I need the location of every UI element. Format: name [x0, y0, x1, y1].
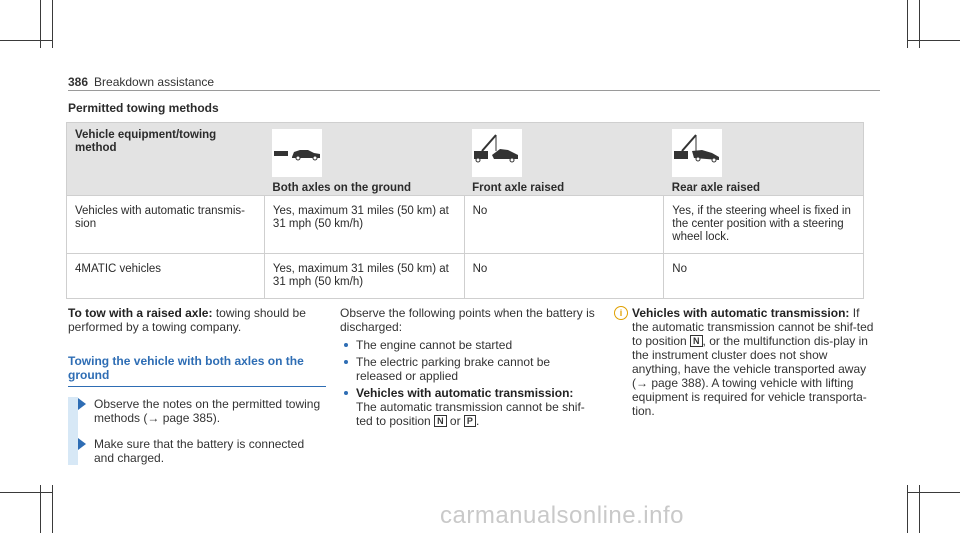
- table-row: [67, 254, 864, 299]
- arrow-icon: [78, 398, 86, 410]
- arrow-icon: [78, 438, 86, 450]
- watermark: carmanualsonline.info: [440, 502, 684, 529]
- crop-mark: [907, 492, 960, 493]
- column-right: [614, 306, 874, 418]
- towing-methods-table: [66, 122, 864, 299]
- gear-n-icon: N: [690, 335, 703, 347]
- info-icon: i: [614, 306, 628, 320]
- step-item: Observe the notes on the permitted towing methods (→ page 385).: [68, 397, 326, 425]
- step-item: Make sure that the battery is connected and charged.: [68, 437, 326, 465]
- table-row: [67, 196, 864, 254]
- table-cell: No: [464, 254, 664, 299]
- table-cell: Vehicles with automatic transmis-sion: [67, 196, 265, 254]
- gear-p-icon: P: [464, 415, 476, 427]
- raised-axle-note: To tow with a raised axle: towing should be performed by a towing company.: [68, 306, 306, 334]
- table-header-front-raised: [464, 123, 664, 196]
- gear-n-icon: N: [434, 415, 447, 427]
- car-icon: [272, 129, 322, 177]
- crop-mark: [0, 492, 53, 493]
- tow-truck-front-raised-icon: [472, 129, 522, 177]
- section-title: Permitted towing methods: [68, 101, 219, 115]
- subheading-both-axles: Towing the vehicle with both axles on the ground: [68, 354, 326, 387]
- table-cell: Yes, if the steering wheel is fixed in the center position with a steering wheel lock.: [664, 196, 864, 254]
- list-item: The engine cannot be started: [340, 338, 598, 352]
- page-header: [68, 75, 214, 89]
- table-header-equipment: Vehicle equipment/towing method: [67, 123, 265, 196]
- table-header-rear-raised: [664, 123, 864, 196]
- table-header-both-axles: [264, 123, 464, 196]
- list-item: The electric parking brake cannot be released or applied: [340, 355, 598, 383]
- section-name: Breakdown assistance: [94, 75, 215, 89]
- battery-bullets: [340, 338, 598, 428]
- column-left: [68, 306, 326, 477]
- crop-mark: [907, 40, 960, 41]
- battery-intro: Observe the following points when the battery is discharged:: [340, 306, 595, 334]
- crop-mark: [52, 0, 53, 48]
- list-item: Vehicles with automatic transmission: The automatic transmission cannot be shif-ted to position N or P .: [340, 386, 598, 428]
- table-cell: No: [664, 254, 864, 299]
- tow-truck-rear-raised-icon: [672, 129, 722, 177]
- header-divider: [68, 90, 880, 91]
- table-cell: Yes, maximum 31 miles (50 km) at 31 mph (50 km/h): [264, 196, 464, 254]
- crop-mark: [0, 40, 53, 41]
- column-middle: [340, 306, 598, 431]
- column-label: Rear axle raised: [671, 182, 761, 194]
- table-cell: Yes, maximum 31 miles (50 km) at 31 mph (50 km/h): [264, 254, 464, 299]
- table-cell: No: [464, 196, 664, 254]
- column-label: Both axles on the ground: [272, 182, 412, 194]
- page-number: 386: [68, 75, 89, 89]
- step-list: [68, 397, 326, 465]
- info-note: i Vehicles with automatic transmission: If the automatic transmission cannot be shif-ted to position N , or the multifunction dis-play in the instrument cluster does not show anything, have the vehicle transported away (→ page 388). A towing vehicle with lifting equipment is required for vehicle transporta-tion.: [614, 306, 874, 418]
- table-cell: 4MATIC vehicles: [67, 254, 265, 299]
- column-label: Front axle raised: [472, 182, 565, 194]
